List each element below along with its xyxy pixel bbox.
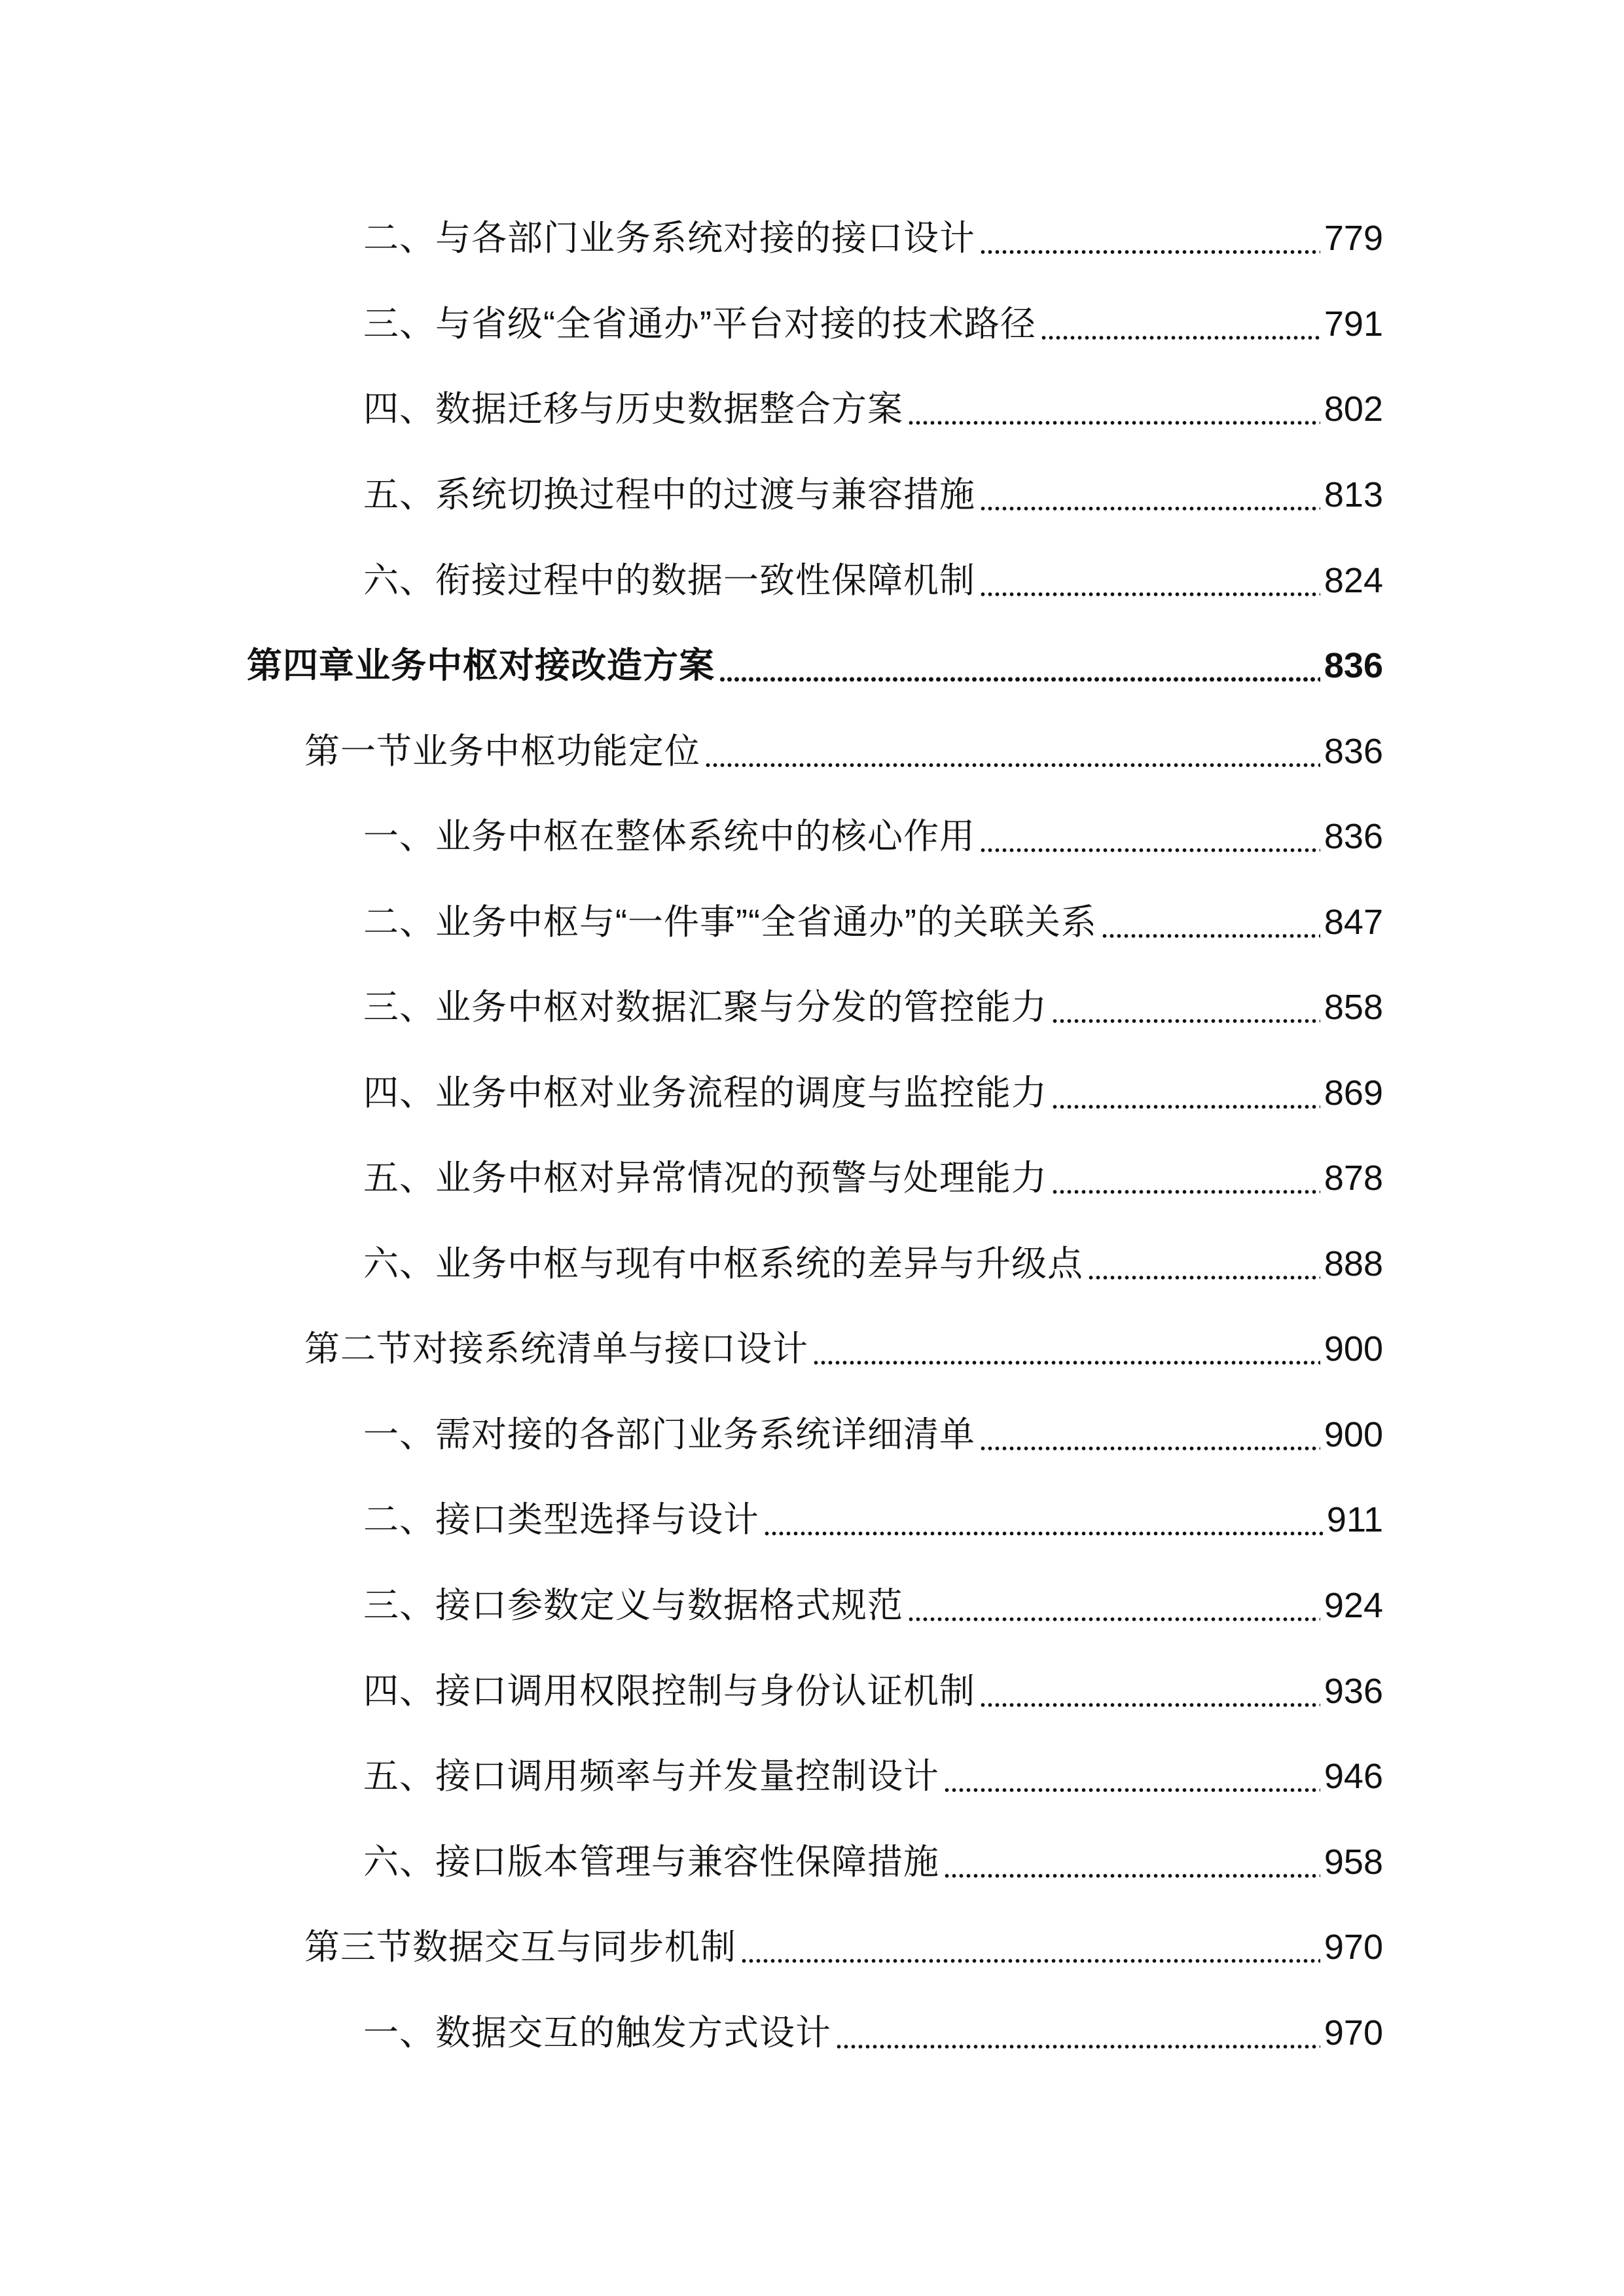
dot-leader	[979, 506, 1320, 511]
dot-leader	[1040, 335, 1320, 340]
toc-entry-title: 第一节业务中枢功能定位	[304, 732, 700, 771]
toc-entry[interactable]	[363, 295, 1383, 353]
toc-entry-page: 779	[1324, 219, 1383, 258]
toc-chapter-entry[interactable]	[247, 636, 1383, 695]
toc-entry-page: 878	[1324, 1158, 1383, 1198]
toc-entry-page: 802	[1324, 389, 1383, 429]
toc-entry[interactable]	[363, 1149, 1383, 1208]
dot-leader	[763, 1531, 1323, 1536]
toc-entry[interactable]	[363, 1833, 1383, 1892]
toc-entry[interactable]	[363, 1662, 1383, 1721]
toc-entry-title: 三、业务中枢对数据汇聚与分发的管控能力	[363, 988, 1047, 1027]
dot-leader	[1051, 1104, 1320, 1109]
toc-entry-title: 四、业务中枢对业务流程的调度与监控能力	[363, 1073, 1047, 1113]
toc-entry[interactable]	[363, 465, 1383, 524]
toc-entry-page: 958	[1324, 1842, 1383, 1882]
toc-entry[interactable]	[363, 1064, 1383, 1122]
toc-entry[interactable]	[363, 380, 1383, 439]
toc-entry-page: 791	[1324, 304, 1383, 344]
toc-entry-page: 946	[1324, 1757, 1383, 1796]
toc-entry-title: 六、业务中枢与现有中枢系统的差异与升级点	[363, 1244, 1083, 1283]
toc-entry-title: 一、数据交互的触发方式设计	[363, 2013, 831, 2053]
dot-leader	[907, 1617, 1320, 1622]
toc-entry-page: 847	[1324, 903, 1383, 942]
toc-entry-page: 836	[1324, 646, 1383, 685]
toc-entry-title: 第四章业务中枢对接改造方案	[247, 646, 715, 685]
toc-entry-page: 900	[1324, 1415, 1383, 1454]
toc-entry-page: 888	[1324, 1244, 1383, 1283]
dot-leader	[835, 2044, 1320, 2049]
toc-entry-page: 970	[1324, 1928, 1383, 1967]
toc-entry-title: 五、系统切换过程中的过渡与兼容措施	[363, 475, 975, 514]
dot-leader	[943, 1787, 1320, 1793]
toc-entry-title: 一、业务中枢在整体系统中的核心作用	[363, 817, 975, 856]
dot-leader	[979, 592, 1320, 597]
dot-leader	[907, 420, 1320, 425]
toc-entry[interactable]	[363, 1747, 1383, 1806]
toc-entry-title: 五、接口调用频率与并发量控制设计	[363, 1757, 939, 1796]
toc-entry-page: 900	[1324, 1329, 1383, 1369]
dot-leader	[740, 1958, 1320, 1964]
toc-entry-page: 869	[1324, 1073, 1383, 1113]
toc-entry[interactable]	[363, 209, 1383, 268]
toc-entry-page: 813	[1324, 475, 1383, 514]
dot-leader	[979, 1702, 1320, 1708]
dot-leader	[812, 1360, 1320, 1365]
toc-entry-title: 五、业务中枢对异常情况的预警与处理能力	[363, 1158, 1047, 1198]
toc-entry-title: 四、数据迁移与历史数据整合方案	[363, 389, 903, 429]
toc-entry-title: 第二节对接系统清单与接口设计	[304, 1329, 808, 1369]
toc-entry[interactable]	[363, 807, 1383, 866]
toc-entry[interactable]	[363, 893, 1383, 952]
dot-leader	[979, 1446, 1320, 1451]
toc-entry-title: 四、接口调用权限控制与身份认证机制	[363, 1672, 975, 1711]
toc-entry-page: 936	[1324, 1672, 1383, 1711]
toc-entry-page: 858	[1324, 988, 1383, 1027]
toc-section-entry[interactable]	[304, 722, 1383, 781]
dot-leader	[1051, 1189, 1320, 1194]
toc-entry-title: 三、接口参数定义与数据格式规范	[363, 1586, 903, 1625]
dot-leader	[1051, 1018, 1320, 1024]
toc-entry[interactable]	[363, 2003, 1383, 2062]
dot-leader	[1087, 1275, 1320, 1280]
toc-entry[interactable]	[363, 978, 1383, 1037]
toc-entry-page: 836	[1324, 732, 1383, 771]
toc-entry-title: 二、接口类型选择与设计	[363, 1500, 759, 1539]
toc-section-entry[interactable]	[304, 1319, 1383, 1378]
dot-leader	[979, 249, 1320, 255]
toc-entry-title: 三、与省级“全省通办”平台对接的技术路径	[363, 304, 1036, 344]
toc-entry-title: 六、衔接过程中的数据一致性保障机制	[363, 561, 975, 600]
toc-entry-title: 二、与各部门业务系统对接的接口设计	[363, 219, 975, 258]
toc-entry-title: 二、业务中枢与“一件事”“全省通办”的关联关系	[363, 903, 1097, 942]
dot-leader	[1101, 933, 1320, 939]
toc-entry[interactable]	[363, 1405, 1383, 1464]
toc-entry-page: 824	[1324, 561, 1383, 600]
toc-entry-title: 六、接口版本管理与兼容性保障措施	[363, 1842, 939, 1882]
toc-entry[interactable]	[363, 1490, 1383, 1549]
toc-entry-title: 第三节数据交互与同步机制	[304, 1928, 736, 1967]
dot-leader	[704, 762, 1320, 768]
toc-entry-page: 911	[1326, 1500, 1383, 1539]
dot-leader	[719, 677, 1320, 682]
toc-section-entry[interactable]	[304, 1918, 1383, 1977]
toc-entry-title: 一、需对接的各部门业务系统详细清单	[363, 1415, 975, 1454]
toc-entry-page: 836	[1324, 817, 1383, 856]
toc-entry[interactable]	[363, 1576, 1383, 1635]
toc-entry-page: 970	[1324, 2013, 1383, 2053]
dot-leader	[979, 848, 1320, 853]
toc-entry[interactable]	[363, 551, 1383, 610]
dot-leader	[943, 1873, 1320, 1878]
toc-entry[interactable]	[363, 1234, 1383, 1293]
toc-entry-page: 924	[1324, 1586, 1383, 1625]
